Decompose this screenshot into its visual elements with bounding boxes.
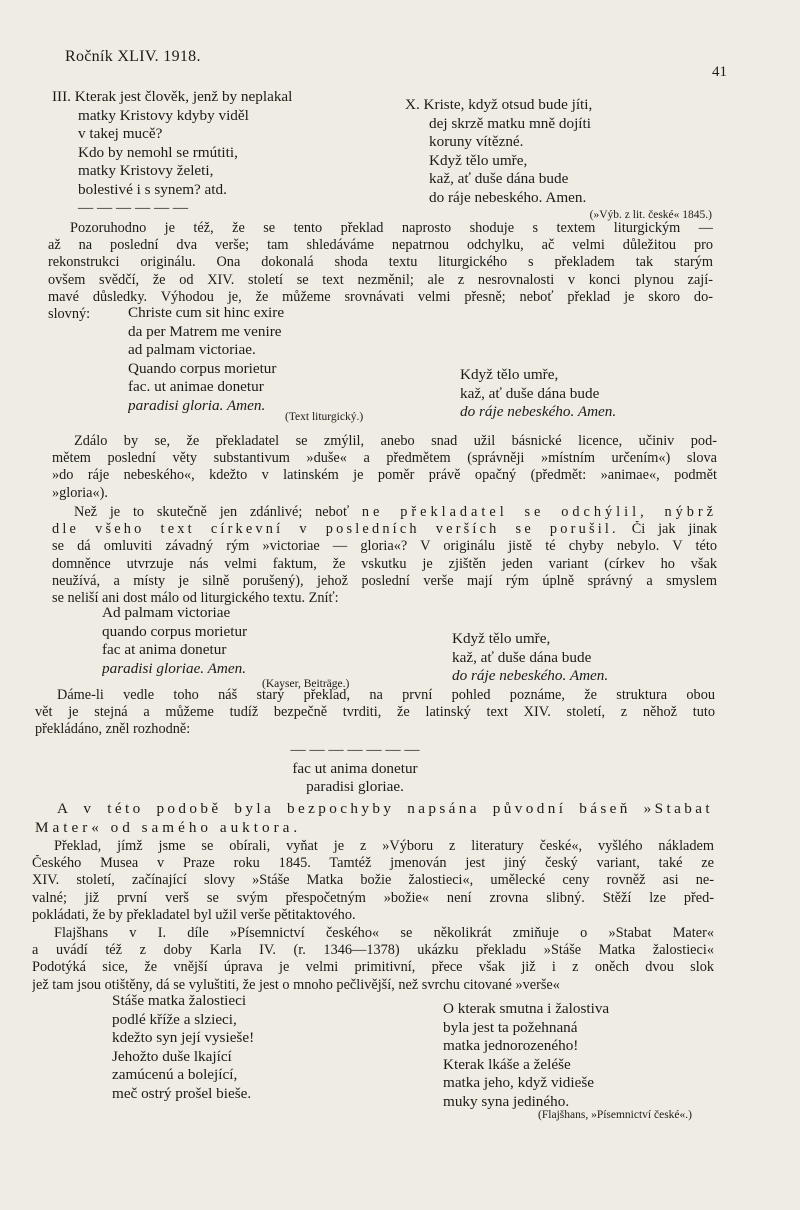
verse-line: podlé kříže a slzieci, bbox=[112, 1010, 237, 1028]
text-line: domněnce utvrzuje nás velmi faktum, že vskutku je zjištěn jeden variant (církev ho však bbox=[52, 555, 717, 572]
text-line: ovšem svědčí, že od XIV. století se text nezměnil; ale z nesrovnalosti v konci plynou zají- bbox=[48, 271, 713, 288]
verse-line: Christe cum sit hinc exire bbox=[128, 304, 285, 321]
old-czech-poem-right bbox=[443, 1000, 723, 1111]
verse-line: kaž, ať duše dána bude bbox=[460, 384, 600, 402]
latin-liturgical bbox=[128, 304, 428, 415]
source-citation: (Flajšhans, »Písemnictví české«.) bbox=[538, 1109, 692, 1121]
verse-line: kdežto syn její vysieše! bbox=[112, 1029, 255, 1046]
verse-line: Když tělo umře, bbox=[452, 630, 551, 647]
paragraph bbox=[32, 925, 714, 994]
text-line: »gloria«). bbox=[52, 484, 108, 501]
verse-line: paradisi gloriae. Amen. bbox=[102, 659, 246, 677]
verse-line: — — — — — — — bbox=[290, 741, 420, 758]
verse-line: fac. ut animae donetur bbox=[128, 378, 264, 395]
verse-line: byla jest ta požehnaná bbox=[443, 1018, 578, 1036]
verse-line: paradisi gloria. Amen. bbox=[128, 396, 266, 414]
poem-right bbox=[405, 96, 735, 207]
verse-line: zamúcenú a bolející, bbox=[112, 1066, 238, 1083]
text-line: dle všeho text církevní v posledních verších se porušil. Či jak jinak bbox=[52, 521, 717, 538]
verse-line: Když tělo umře, bbox=[460, 366, 559, 383]
text-line: Podotýká sice, že vnější úprava je velmi primitivní, přece však již i z oněch dvou slok bbox=[32, 959, 714, 976]
verse-line: koruny vítězné. bbox=[429, 133, 524, 150]
verse-line: — — — — — — bbox=[78, 199, 189, 216]
verse-line: kaž, ať duše dána bude bbox=[429, 170, 569, 187]
verse-line: Kterak lkáše a želéše bbox=[443, 1055, 571, 1073]
verse-line: III. Kterak jest člověk, jenž by neplakal bbox=[52, 88, 293, 105]
text-line: se dá omluviti závadný rým »victoriae — gloria«? V originálu jistě té chyby nebylo. V této bbox=[52, 538, 717, 555]
verse-line: ad palmam victoriae. bbox=[128, 341, 256, 358]
page-number: 41 bbox=[712, 64, 727, 80]
verse-line: matka jednorozeného! bbox=[443, 1037, 579, 1054]
poem-left bbox=[52, 88, 382, 218]
verse-line: O kterak smutna i žalostiva bbox=[443, 1000, 610, 1017]
czech-translation bbox=[452, 630, 712, 686]
text-line: jež tam jsou otištěny, dá se vyluštiti, že jest o mnoho pečlivější, než svrchu citované »verše« bbox=[32, 976, 560, 993]
text-line: »do ráje nebeského«, kdežto v latinském je poměr právě opačný (předmět: »animae«, podmět bbox=[52, 467, 717, 484]
text-line: Zdálo by se, že překladatel se zmýlil, anebo snad užil básnické licence, učiniv pod- bbox=[74, 433, 717, 449]
latin-reconstruction bbox=[250, 741, 460, 797]
source-citation: (Kayser, Beiträge.) bbox=[262, 678, 350, 690]
verse-line: muky syna jediného. bbox=[443, 1092, 570, 1110]
verse-line: quando corpus morietur bbox=[102, 622, 248, 640]
verse-line: kaž, ať duše dána bude bbox=[452, 648, 592, 666]
verse-line: Když tělo umře, bbox=[429, 151, 528, 169]
verse-line: X. Kriste, když otsud bude jíti, bbox=[405, 96, 593, 113]
text-line: Dáme-li vedle toho náš starý překlad, na první pohled poznáme, že struktura obou bbox=[57, 687, 715, 703]
text-line: Českého Musea v Praze roku 1845. Tamtéž jmenován jest jiný český variant, také ze bbox=[32, 855, 714, 872]
text-line: valné; již první verš se svým přespočetným »božie« není zrovna slibný. Stěží lze před- bbox=[32, 889, 714, 906]
latin-variant bbox=[102, 604, 402, 678]
text-line: mětem poslední věty substantivum »duše« a předmětem (správněji »místním určením«) slova bbox=[52, 450, 717, 467]
verse-line: Kdo by nemohl se rmútiti, bbox=[78, 143, 238, 161]
verse-line: matky Kristovy želeti, bbox=[78, 162, 214, 179]
text-line: pokládati, že by překladatel byl užil verše pětitaktového. bbox=[32, 906, 356, 923]
text-line: až na poslední dva verše; tam shledáváme nepatrnou odchylku, ač velmi důležitou pro bbox=[48, 237, 713, 254]
verse-line: Ad palmam victoriae bbox=[102, 604, 231, 621]
text-line: slovný: bbox=[48, 306, 91, 323]
verse-line: Stáše matka žalostieci bbox=[112, 992, 247, 1009]
verse-line: fac at anima donetur bbox=[102, 641, 227, 658]
czech-translation bbox=[460, 366, 720, 422]
verse-line: meč ostrý prošel bieše. bbox=[112, 1084, 252, 1102]
verse-line: dej skrzě matku mně dojíti bbox=[429, 114, 591, 132]
verse-line: Quando corpus morietur bbox=[128, 359, 277, 377]
text-line: A v této podobě byla bezpochyby napsána původní báseň »Stabat bbox=[57, 800, 713, 817]
text-line: Než je to skutečně jen zdánlivé; neboť ne překladatel se odchýlil, nýbrž bbox=[74, 504, 717, 520]
verse-line: matka jeho, když vidieše bbox=[443, 1074, 594, 1091]
text-line: rekonstrukci originálu. Ona dokonalá shoda textu liturgického s překladem tak starým bbox=[48, 254, 713, 271]
text-line: Překlad, jímž jsme se obírali, vyňat je z »Výboru z literatury české«, vyšlého nákladem bbox=[54, 838, 714, 854]
verse-line: do ráje nebeského. Amen. bbox=[452, 667, 609, 684]
text-line: neužívá, a místy je silně porušený), jehož poslední verše mají rým úplně správný a smyslem bbox=[52, 572, 717, 589]
verse-line: da per Matrem me venire bbox=[128, 322, 282, 340]
verse-line: matky Kristovy kdyby viděl bbox=[78, 106, 249, 124]
text-line: Flajšhans v I. díle »Písemnictví českého« se několikrát zmiňuje o »Stabat Mater« bbox=[54, 925, 714, 941]
verse-line: paradisi gloriae. bbox=[306, 778, 404, 795]
verse-line: bolestivé i s synem? atd. bbox=[78, 180, 227, 198]
verse-line: do ráje nebeského. Amen. bbox=[460, 403, 617, 420]
text-line: vět je stejná a můžeme tudíž bezpečně tvrditi, že latinský text XIV. století, z něhož tuto bbox=[35, 704, 715, 721]
verse-line: Jehožto duše lkající bbox=[112, 1047, 232, 1065]
text-line: mavé důsledky. Výhodou je, že můžeme srovnávati velmi přesně; neboť překlad je skoro do- bbox=[48, 288, 713, 305]
paragraph bbox=[35, 687, 715, 739]
verse-line: v takej mucě? bbox=[78, 125, 163, 142]
paragraph bbox=[35, 800, 713, 837]
paragraph bbox=[32, 838, 714, 924]
verse-line: fac ut anima donetur bbox=[292, 759, 418, 777]
running-header: Ročník XLIV. 1918. bbox=[65, 48, 201, 65]
text-line: XIV. století, začínající slovy »Stáše Matka božie žalostieci«, umělecké ceny rovněž asi ne- bbox=[32, 872, 714, 889]
verse-line: do ráje nebeského. Amen. bbox=[429, 188, 587, 206]
text-line: Pozoruhodno je též, že se tento překlad naprosto shoduje s textem liturgickým — bbox=[70, 220, 713, 236]
text-line: a uvádí též z doby Karla IV. (r. 1346—1378) ukázku překladu »Stáše Matka žalostieci« bbox=[32, 942, 714, 959]
source-citation: (»Výb. z lit. české« 1845.) bbox=[589, 209, 712, 221]
text-line: překládáno, zněl rozhodně: bbox=[35, 721, 191, 738]
paragraph bbox=[52, 433, 717, 502]
source-citation: (Text liturgický.) bbox=[285, 411, 364, 423]
text-line: se neliší ani dost málo od liturgického textu. Zníť: bbox=[52, 590, 339, 607]
text-line: Mater« od samého auktora. bbox=[35, 818, 302, 836]
paragraph bbox=[52, 504, 717, 607]
old-czech-poem-left bbox=[112, 992, 412, 1103]
